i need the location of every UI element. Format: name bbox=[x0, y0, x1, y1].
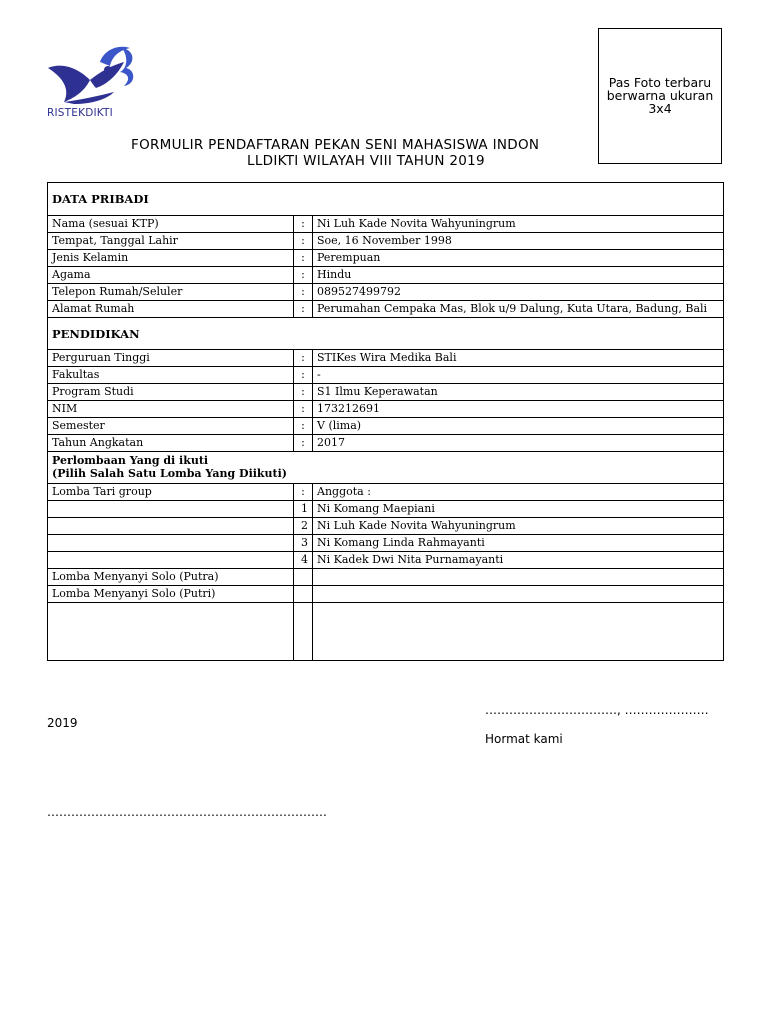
field-value: Hindu bbox=[313, 267, 724, 284]
members-label: Anggota : bbox=[313, 484, 724, 501]
field-separator: : bbox=[294, 384, 313, 401]
member-name: Ni Komang Linda Rahmayanti bbox=[313, 535, 724, 552]
field-separator: : bbox=[294, 216, 313, 233]
field-label: Lomba Tari group bbox=[48, 484, 294, 501]
member-number: 3 bbox=[294, 535, 313, 552]
registration-form-table bbox=[47, 182, 724, 661]
field-label: Lomba Menyanyi Solo (Putri) bbox=[48, 586, 294, 603]
table-row bbox=[48, 586, 724, 603]
empty-cell bbox=[294, 603, 313, 661]
field-label: NIM bbox=[48, 401, 294, 418]
table-row bbox=[48, 301, 724, 318]
table-row bbox=[48, 552, 724, 569]
table-row bbox=[48, 284, 724, 301]
empty-cell bbox=[48, 552, 294, 569]
field-separator: : bbox=[294, 284, 313, 301]
field-label: Tempat, Tanggal Lahir bbox=[48, 233, 294, 250]
field-separator: : bbox=[294, 233, 313, 250]
member-number: 1 bbox=[294, 501, 313, 518]
field-label: Fakultas bbox=[48, 367, 294, 384]
field-label: Tahun Angkatan bbox=[48, 435, 294, 452]
table-row bbox=[48, 435, 724, 452]
field-value: Ni Luh Kade Novita Wahyuningrum bbox=[313, 216, 724, 233]
form-title: FORMULIR PENDAFTARAN PEKAN SENI MAHASISWA INDON bbox=[131, 137, 540, 153]
photo-line: berwarna ukuran bbox=[606, 88, 714, 103]
member-number: 4 bbox=[294, 552, 313, 569]
field-separator: : bbox=[294, 250, 313, 267]
field-separator: : bbox=[294, 418, 313, 435]
empty-cell bbox=[294, 586, 313, 603]
field-label: Nama (sesuai KTP) bbox=[48, 216, 294, 233]
table-row bbox=[48, 603, 724, 661]
field-label: Telepon Rumah/Seluler bbox=[48, 284, 294, 301]
empty-cell bbox=[48, 518, 294, 535]
section-row bbox=[48, 318, 724, 350]
field-label: Perguruan Tinggi bbox=[48, 350, 294, 367]
field-separator: : bbox=[294, 401, 313, 418]
field-value: STIKes Wira Medika Bali bbox=[313, 350, 724, 367]
place-date-line: ……………………………, ………………… bbox=[485, 703, 709, 717]
table-row bbox=[48, 267, 724, 284]
table-row bbox=[48, 535, 724, 552]
logo-text: RISTEKDIKTI bbox=[47, 107, 113, 119]
field-value: Soe, 16 November 1998 bbox=[313, 233, 724, 250]
field-separator: : bbox=[294, 484, 313, 501]
year-text: 2019 bbox=[47, 716, 78, 730]
field-label: Alamat Rumah bbox=[48, 301, 294, 318]
regards-text: Hormat kami bbox=[485, 732, 563, 746]
photo-line: 3x4 bbox=[648, 101, 672, 116]
competition-instruction: (Pilih Salah Satu Lomba Yang Diikuti) bbox=[52, 467, 288, 480]
section-row bbox=[48, 183, 724, 216]
signature-line: ……………………………………………………………. bbox=[47, 805, 327, 819]
field-value: Perumahan Cempaka Mas, Blok u/9 Dalung, Kuta Utara, Badung, Bali bbox=[313, 301, 724, 318]
field-value: 2017 bbox=[313, 435, 724, 452]
field-value: V (lima) bbox=[313, 418, 724, 435]
field-label: Jenis Kelamin bbox=[48, 250, 294, 267]
field-separator: : bbox=[294, 367, 313, 384]
table-row bbox=[48, 484, 724, 501]
form-subtitle: LLDIKTI WILAYAH VIII TAHUN 2019 bbox=[247, 153, 485, 169]
table-row bbox=[48, 418, 724, 435]
section-row bbox=[48, 452, 724, 484]
empty-cell bbox=[294, 569, 313, 586]
competition-heading: Perlombaan Yang di ikuti bbox=[52, 454, 209, 467]
field-value: - bbox=[313, 367, 724, 384]
member-name: Ni Luh Kade Novita Wahyuningrum bbox=[313, 518, 724, 535]
table-row bbox=[48, 501, 724, 518]
empty-cell bbox=[48, 535, 294, 552]
empty-cell bbox=[313, 603, 724, 661]
field-value: 089527499792 bbox=[313, 284, 724, 301]
section-heading-education: PENDIDIKAN bbox=[48, 318, 724, 350]
empty-cell bbox=[48, 501, 294, 518]
field-label: Semester bbox=[48, 418, 294, 435]
table-row bbox=[48, 569, 724, 586]
field-separator: : bbox=[294, 301, 313, 318]
member-name: Ni Kadek Dwi Nita Purnamayanti bbox=[313, 552, 724, 569]
field-label: Agama bbox=[48, 267, 294, 284]
photo-line: Pas Foto terbaru bbox=[608, 75, 712, 90]
field-value: Perempuan bbox=[313, 250, 724, 267]
empty-cell bbox=[313, 586, 724, 603]
field-value: 173212691 bbox=[313, 401, 724, 418]
table-row bbox=[48, 250, 724, 267]
table-row bbox=[48, 384, 724, 401]
member-number: 2 bbox=[294, 518, 313, 535]
table-row bbox=[48, 350, 724, 367]
empty-cell bbox=[313, 569, 724, 586]
field-label: Lomba Menyanyi Solo (Putra) bbox=[48, 569, 294, 586]
table-row bbox=[48, 367, 724, 384]
field-value: S1 Ilmu Keperawatan bbox=[313, 384, 724, 401]
field-separator: : bbox=[294, 267, 313, 284]
section-heading-competition bbox=[48, 452, 724, 484]
section-heading-personal: DATA PRIBADI bbox=[48, 183, 724, 216]
photo-placeholder bbox=[598, 28, 722, 164]
table-row bbox=[48, 518, 724, 535]
table-row bbox=[48, 233, 724, 250]
field-separator: : bbox=[294, 435, 313, 452]
field-separator: : bbox=[294, 350, 313, 367]
empty-cell bbox=[48, 603, 294, 661]
table-row bbox=[48, 216, 724, 233]
member-name: Ni Komang Maepiani bbox=[313, 501, 724, 518]
table-row bbox=[48, 401, 724, 418]
field-label: Program Studi bbox=[48, 384, 294, 401]
